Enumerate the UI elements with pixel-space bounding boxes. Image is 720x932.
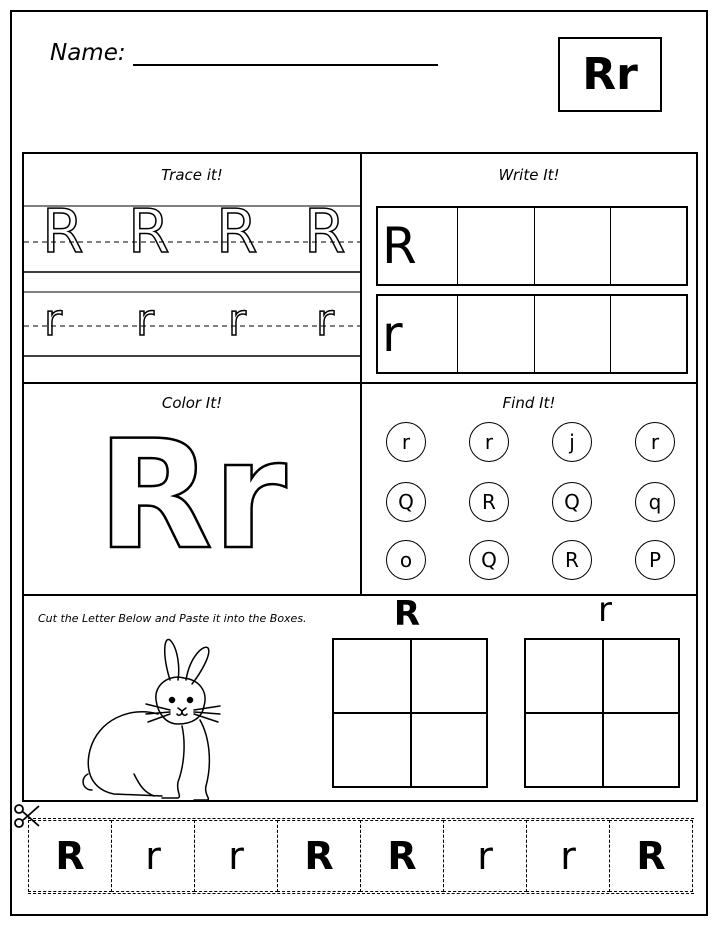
trace-lower-4: r — [316, 295, 335, 346]
paste-grid-lower[interactable] — [524, 638, 680, 788]
write-lower-row — [376, 294, 688, 374]
trace-upper-2: R — [128, 197, 170, 267]
row-divider-1 — [24, 382, 696, 384]
trace-upper-3: R — [216, 197, 258, 267]
cut-letter[interactable]: r — [194, 820, 278, 892]
cut-letter[interactable]: R — [277, 820, 361, 892]
write-lower-sample: r — [382, 305, 403, 363]
name-label: Name: — [50, 40, 126, 66]
find-circle[interactable]: o — [386, 540, 426, 580]
write-cell[interactable] — [457, 296, 533, 372]
find-circle[interactable]: R — [469, 482, 509, 522]
activity-grid — [22, 152, 698, 802]
paste-upper-label: R — [393, 594, 421, 634]
paste-grid-upper[interactable] — [332, 638, 488, 788]
find-circle[interactable]: P — [635, 540, 675, 580]
find-title: Find It! — [502, 394, 556, 412]
write-cell[interactable] — [610, 296, 686, 372]
trace-title: Trace it! — [161, 166, 223, 184]
find-circle[interactable]: r — [386, 422, 426, 462]
paste-lower-label: r — [598, 590, 612, 630]
trace-upper-4: R — [304, 197, 346, 267]
color-letters[interactable]: Rr — [97, 409, 287, 583]
write-cell[interactable] — [534, 208, 610, 284]
vertical-divider — [360, 154, 362, 594]
cut-letter[interactable]: R — [360, 820, 444, 892]
find-circle[interactable]: Q — [386, 482, 426, 522]
trace-upper-1: R — [42, 197, 84, 267]
rabbit-illustration — [74, 634, 234, 804]
write-upper-sample: R — [382, 217, 417, 275]
name-line[interactable] — [133, 64, 438, 66]
cut-letter[interactable]: R — [609, 820, 693, 892]
find-circle[interactable]: R — [552, 540, 592, 580]
trace-lower-3: r — [228, 295, 247, 346]
trace-lower-2: r — [136, 295, 155, 346]
color-title: Color It! — [161, 394, 223, 412]
find-circle[interactable]: r — [469, 422, 509, 462]
write-cell[interactable] — [457, 208, 533, 284]
write-title: Write It! — [498, 166, 560, 184]
cut-letter[interactable]: r — [526, 820, 610, 892]
find-circle[interactable]: r — [635, 422, 675, 462]
find-circle[interactable]: Q — [552, 482, 592, 522]
write-upper-row — [376, 206, 688, 286]
cut-letter[interactable]: r — [443, 820, 527, 892]
write-cell[interactable] — [610, 208, 686, 284]
cut-instruction: Cut the Letter Below and Paste it into the Boxes. — [38, 612, 307, 625]
letter-badge: Rr — [558, 37, 662, 112]
trace-lower-1: r — [44, 295, 63, 346]
find-circle[interactable]: q — [635, 482, 675, 522]
cut-letter[interactable]: R — [28, 820, 112, 892]
find-circle[interactable]: j — [552, 422, 592, 462]
write-cell[interactable] — [534, 296, 610, 372]
cut-letter[interactable]: r — [111, 820, 195, 892]
find-circle[interactable]: Q — [469, 540, 509, 580]
